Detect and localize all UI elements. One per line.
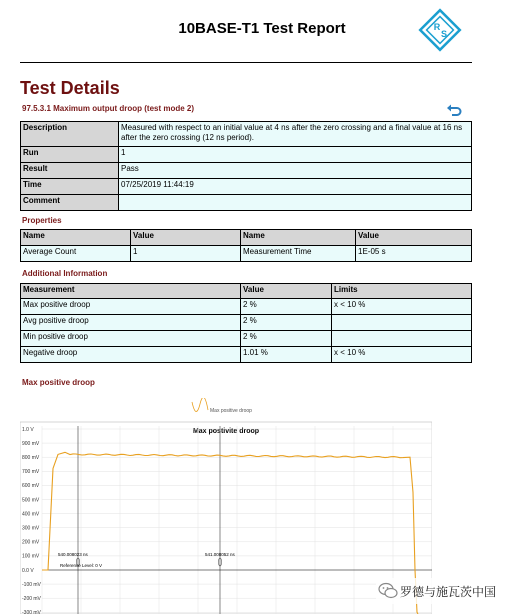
reference-level-label: Reference Level: 0 V xyxy=(60,563,103,568)
properties-table xyxy=(20,229,472,262)
column-header: Name xyxy=(21,230,131,246)
column-header: Measurement xyxy=(21,284,241,299)
details-table xyxy=(20,121,472,211)
details-value: 1 xyxy=(119,147,472,163)
table-row xyxy=(21,331,472,347)
column-header: Limits xyxy=(332,284,472,299)
table-cell: x < 10 % xyxy=(332,299,472,315)
legend-label: Max positive droop xyxy=(210,408,252,414)
svg-text:R: R xyxy=(433,22,441,32)
table-header-row xyxy=(21,284,472,299)
table-row xyxy=(21,147,472,163)
marker-1-label: 540.008023 ns xyxy=(58,552,88,557)
table-row xyxy=(21,179,472,195)
details-label: Run xyxy=(21,147,119,163)
rohde-schwarz-logo xyxy=(418,8,462,52)
additional-info-table xyxy=(20,283,472,363)
table-cell: Min positive droop xyxy=(21,331,241,347)
table-cell xyxy=(332,315,472,331)
y-tick-label: 300 mV xyxy=(22,525,40,532)
table-cell: Average Count xyxy=(21,246,131,262)
back-arrow-icon[interactable] xyxy=(446,102,462,118)
y-tick-label: -300 mV xyxy=(22,610,41,614)
table-cell: Max positive droop xyxy=(21,299,241,315)
additional-info-heading: Additional Information xyxy=(22,269,108,278)
marker-2-label: 541.008052 ns xyxy=(205,552,235,557)
details-value: Measured with respect to an initial value at 4 ns after the zero crossing and a final value at 16 ns after the zero crossing (12 ns period). xyxy=(119,122,472,147)
svg-text:S: S xyxy=(440,29,448,39)
y-tick-label: 0.0 V xyxy=(22,567,34,574)
table-cell: Negative droop xyxy=(21,347,241,363)
table-cell: 1.01 % xyxy=(241,347,332,363)
details-value: 07/25/2019 11:44:19 xyxy=(119,179,472,195)
chat-bubbles-icon xyxy=(378,582,398,600)
table-cell: 2 % xyxy=(241,315,332,331)
y-tick-label: 800 mV xyxy=(22,455,40,461)
table-cell xyxy=(332,331,472,347)
column-header: Value xyxy=(356,230,472,246)
column-header: Value xyxy=(241,284,332,299)
y-tick-label: 500 mV xyxy=(22,497,40,504)
watermark-text: 罗德与施瓦茨中国 xyxy=(400,585,497,599)
table-cell: 2 % xyxy=(241,299,332,315)
y-tick-label: 100 mV xyxy=(22,553,40,560)
y-tick-label: -100 mV xyxy=(22,581,41,588)
table-row xyxy=(21,122,472,147)
details-value: Pass xyxy=(119,163,472,179)
table-cell: Avg positive droop xyxy=(21,315,241,331)
table-row xyxy=(21,315,472,331)
y-tick-label: 600 mV xyxy=(22,483,40,490)
y-tick-label: 900 mV xyxy=(22,440,40,447)
table-cell: 1 xyxy=(131,246,241,262)
details-label: Result xyxy=(21,163,119,179)
properties-heading: Properties xyxy=(22,216,62,225)
chart-title: Max postivite droop xyxy=(192,428,260,435)
table-cell: x < 10 % xyxy=(332,347,472,363)
column-header: Value xyxy=(131,230,241,246)
table-row xyxy=(21,347,472,363)
y-tick-label: 700 mV xyxy=(22,469,40,476)
details-label: Comment xyxy=(21,195,119,211)
section-title: Test Details xyxy=(20,78,120,98)
report-title: 10BASE-T1 Test Report xyxy=(178,20,346,37)
details-value xyxy=(119,195,472,211)
column-header: Name xyxy=(241,230,356,246)
table-row xyxy=(21,195,472,211)
table-row xyxy=(21,163,472,179)
details-label: Description xyxy=(21,122,119,147)
table-cell: 1E-05 s xyxy=(356,246,472,262)
y-tick-label: 400 mV xyxy=(22,511,40,518)
table-cell: 2 % xyxy=(241,331,332,347)
y-tick-label: -200 mV xyxy=(22,596,41,602)
header-divider xyxy=(20,62,472,63)
y-tick-label: 1.0 V xyxy=(22,426,34,433)
plot-heading: Max positive droop xyxy=(22,378,95,387)
details-label: Time xyxy=(21,179,119,195)
test-subtitle: 97.5.3.1 Maximum output droop (test mode 2) xyxy=(22,104,195,113)
table-header-row xyxy=(21,230,472,246)
table-row xyxy=(21,299,472,315)
table-cell: Measurement Time xyxy=(241,246,356,262)
y-tick-label: 200 mV xyxy=(22,539,40,546)
table-row xyxy=(21,246,472,262)
legend-swatch xyxy=(192,398,208,412)
waveform-plot xyxy=(20,398,432,614)
